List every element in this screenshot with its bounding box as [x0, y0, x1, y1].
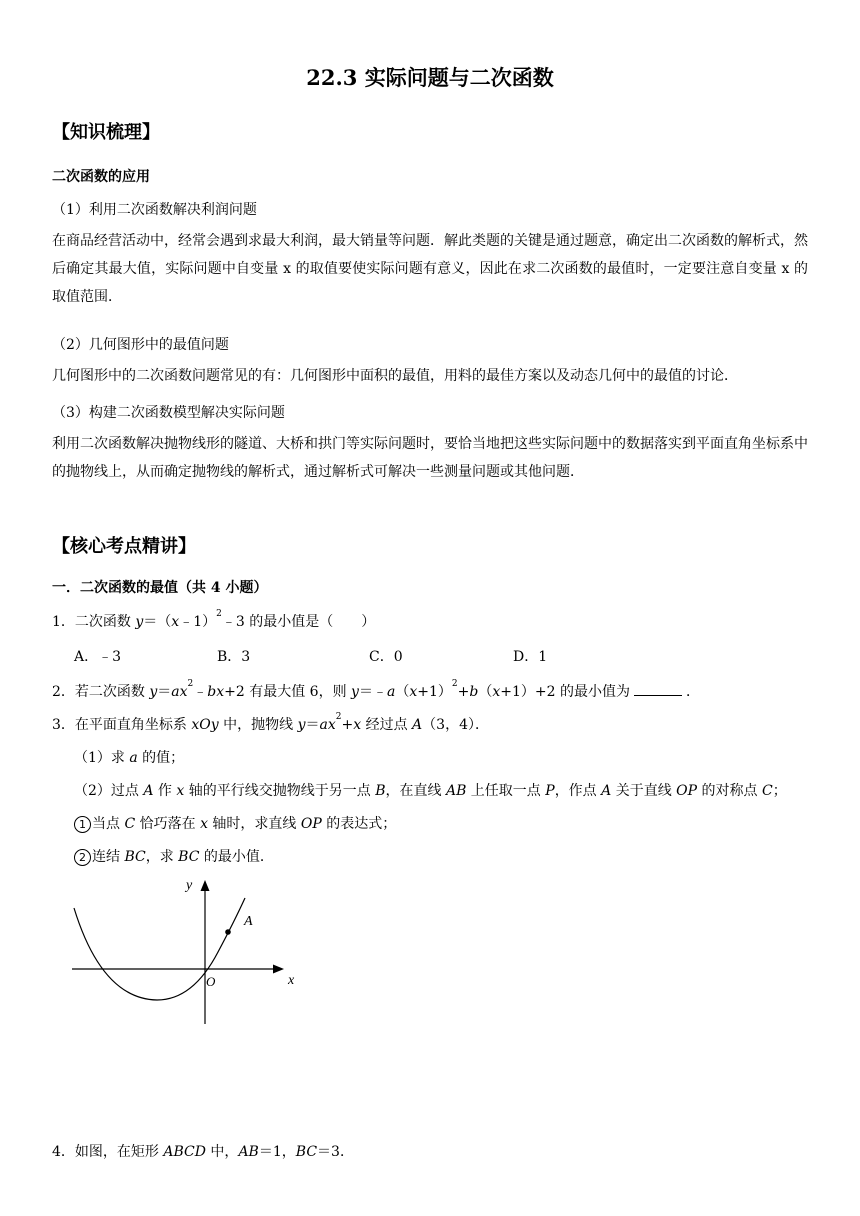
y-axis-arrow: [201, 880, 210, 891]
item2-body: 几何图形中的二次函数问题常见的有：几何图形中面积的最值，用料的最佳方案以及动态几何中的最值的讨论．: [52, 368, 738, 384]
q1-option-a: A．﹣3: [74, 649, 122, 665]
q3-var: AB: [445, 783, 467, 799]
q2-text: （: [478, 684, 493, 700]
q3-var: C: [124, 816, 136, 832]
page-title: 22.3 实际问题与二次函数: [306, 65, 554, 90]
q2-number: 2．: [52, 684, 75, 700]
item3-body: 利用二次函数解决抛物线形的隧道、大桥和拱门等实际问题时，要恰当地把这些实际问题中的数据落实到平面直角坐标系中的抛物线上，从而确定抛物线的解析式，通过解析式可解决一些测量问题或其他问题．: [52, 436, 808, 480]
q3-var: x: [200, 816, 208, 832]
parabola-figure: [60, 872, 310, 1032]
item3-title: （3）构建二次函数模型解决实际问题: [52, 405, 285, 421]
q3-text: 关于直线: [611, 783, 677, 799]
q1-text: ﹣3 的最小值是（ ）: [221, 614, 376, 630]
q3-text: 恰巧落在: [135, 816, 201, 832]
q3-text: ；: [772, 783, 787, 799]
q3-text: ，求: [145, 849, 179, 865]
q3-var: OP: [300, 816, 322, 832]
q1-var: x: [171, 614, 180, 630]
q4-text: 如图，在矩形: [74, 1144, 164, 1160]
q2-var: bx: [207, 684, 225, 700]
question-3: [52, 714, 489, 734]
section1-heading: 一．二次函数的最值（共 4 小题）: [52, 580, 268, 596]
q3-text: 中，抛物线: [218, 717, 298, 733]
q2-var: y: [149, 684, 158, 700]
q3-text: （3，4）．: [422, 717, 489, 733]
q3-text: 的最小值．: [199, 849, 274, 865]
item1-body: 在商品经营活动中，经常会遇到求最大利润，最大销量等问题．解此类题的关键是通过题意，确定出二次函数的解析式，然后确定其最大值，实际问题中自变量 x 的取值要使实际问题有意义，因此在求二次函数的最值时，一定要注意自变量 x 的取值范围．: [52, 233, 808, 305]
q2-text: +1）+2 的最小值为: [500, 684, 630, 700]
x-axis-arrow: [273, 965, 284, 974]
item2-title: （2）几何图形中的最值问题: [52, 337, 229, 353]
q2-text: ．: [685, 684, 700, 700]
q3-text: ，作点: [554, 783, 602, 799]
q2-exponent: 2: [187, 679, 194, 689]
q3-var: BC: [124, 849, 146, 865]
q3-part-1: [74, 747, 184, 767]
q1-exponent: 2: [216, 609, 222, 619]
q2-var: y: [351, 684, 359, 700]
question-1: [52, 611, 375, 631]
knowledge-subheading: 二次函数的应用: [52, 169, 150, 185]
q3-number: 3．: [52, 717, 75, 733]
q3-var: A: [412, 717, 423, 733]
q3-var: a: [129, 750, 138, 766]
q3-text: 在平面直角坐标系: [74, 717, 192, 733]
core-heading: 【核心考点精讲】: [52, 536, 196, 557]
q3-var: A: [601, 783, 612, 799]
q3-text: 轴的平行线交抛物线于另一点: [184, 783, 376, 799]
q4-var: BC: [295, 1144, 318, 1160]
q1-option-b: B．3: [217, 649, 251, 665]
q3-var: B: [375, 783, 386, 799]
q3-text: （1）求: [74, 750, 130, 766]
q3-var: OP: [676, 783, 698, 799]
q1-var: y: [135, 614, 144, 630]
q2-text: ﹣: [193, 684, 208, 700]
point-a-label: A: [244, 914, 253, 929]
q3-text: （2）过点: [74, 783, 144, 799]
q4-text: 中，: [205, 1144, 239, 1160]
q1-option-c: C．0: [369, 649, 403, 665]
q2-var: b: [469, 684, 479, 700]
q3-text: 上任取一点: [466, 783, 546, 799]
q3-text: 作: [153, 783, 177, 799]
q3-var: C: [761, 783, 773, 799]
q2-text: ＝: [157, 684, 172, 700]
q2-var: a: [386, 684, 396, 700]
q3-part-2: [74, 780, 787, 800]
question-2: [52, 681, 700, 701]
q3-text: 的值；: [137, 750, 185, 766]
q3-var: BC: [178, 849, 200, 865]
q4-text: ＝1，: [258, 1144, 296, 1160]
answer-blank[interactable]: [634, 681, 682, 696]
point-a: [225, 929, 231, 935]
q3-text: ，在直线: [385, 783, 446, 799]
q3-var: y: [297, 717, 306, 733]
q1-text: 二次函数: [74, 614, 136, 630]
q2-exponent: 2: [451, 679, 458, 689]
q4-number: 4．: [52, 1144, 75, 1160]
q3-text: +: [341, 717, 354, 733]
q4-text: ＝3．: [317, 1144, 354, 1160]
q3-exponent: 2: [335, 712, 342, 722]
x-axis-label: x: [288, 973, 295, 988]
q2-text: （: [395, 684, 410, 700]
q3-var: ax: [319, 717, 336, 733]
q4-var: ABCD: [163, 1144, 206, 1160]
q3-text: 当点: [92, 816, 125, 832]
q3-text: 的表达式；: [321, 816, 397, 832]
q3-var: A: [143, 783, 154, 799]
circled-number: 2: [74, 849, 91, 866]
q3-text: 连结: [92, 849, 125, 865]
q3-var: x: [353, 717, 362, 733]
y-axis-label: y: [186, 878, 193, 893]
q1-text: ＝（: [143, 614, 172, 630]
q3-text: 的对称点: [697, 783, 762, 799]
q1-option-d: D．1: [513, 649, 548, 665]
q3-var: P: [545, 783, 555, 799]
q2-text: +2 有最大值 6，则: [224, 684, 352, 700]
q2-text: ＝﹣: [358, 684, 387, 700]
q2-text: +1）: [417, 684, 452, 700]
q2-var: ax: [171, 684, 188, 700]
q4-var: AB: [238, 1144, 259, 1160]
origin-label: O: [206, 974, 216, 989]
item1-title: （1）利用二次函数解决利润问题: [52, 202, 257, 218]
q1-text: ﹣1）: [179, 614, 217, 630]
q2-var: x: [409, 684, 418, 700]
parabola-curve: [74, 898, 245, 1000]
question-4: [52, 1141, 354, 1161]
q2-text: 若二次函数: [74, 684, 150, 700]
q3-sub-1: [74, 813, 396, 833]
q3-sub-2: [74, 846, 274, 866]
knowledge-heading: 【知识梳理】: [52, 122, 160, 143]
q3-text: 经过点: [361, 717, 413, 733]
q2-text: +: [457, 684, 470, 700]
q3-text: 轴时，求直线: [207, 816, 301, 832]
q3-var: xOy: [191, 717, 219, 733]
circled-number: 1: [74, 816, 91, 833]
q3-var: x: [176, 783, 185, 799]
q1-number: 1．: [52, 614, 75, 630]
q2-var: x: [492, 684, 501, 700]
q3-text: ＝: [305, 717, 320, 733]
